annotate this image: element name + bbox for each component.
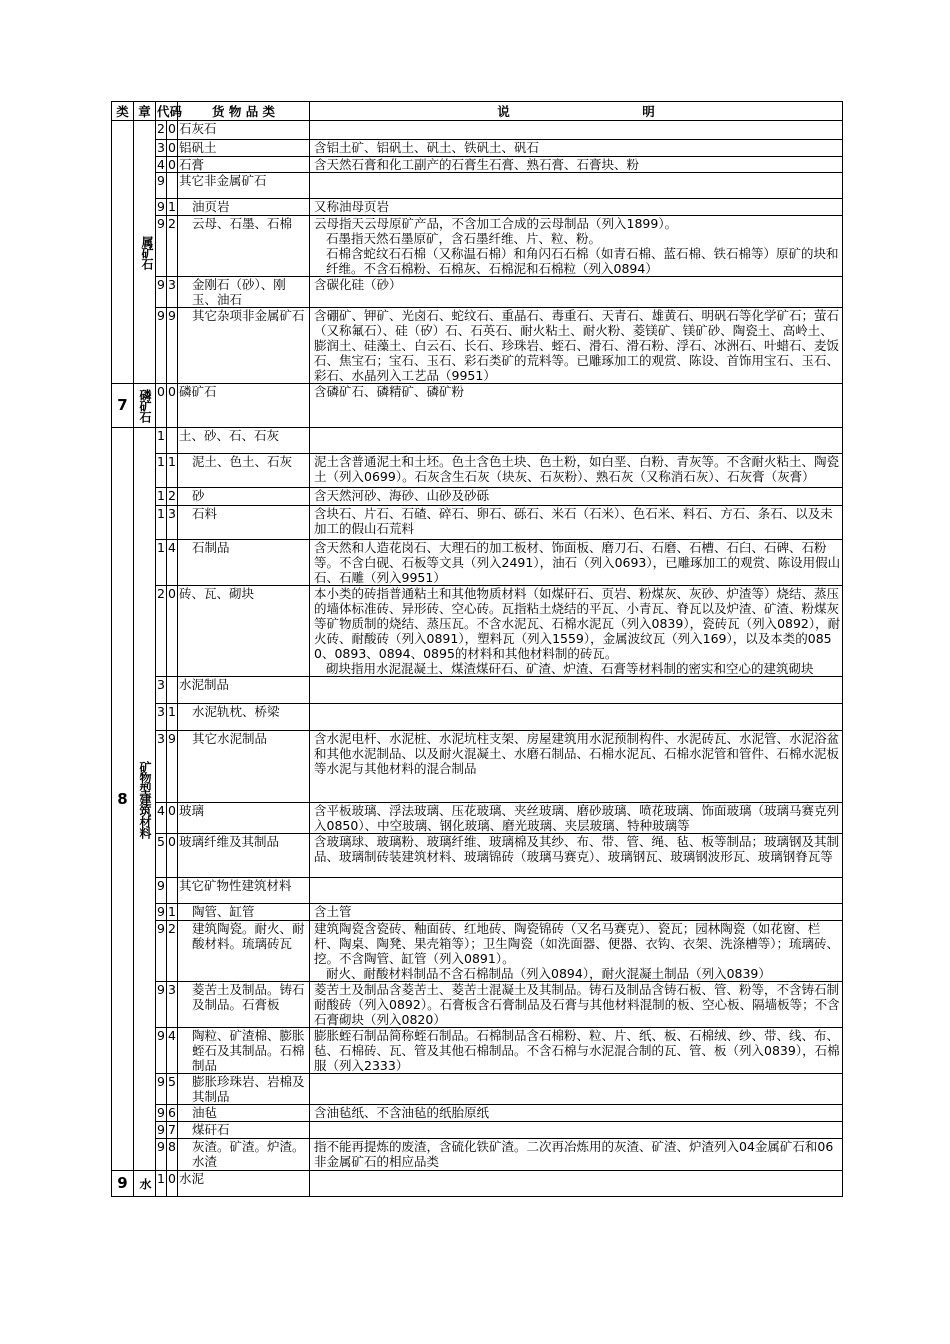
description-paragraph: 石墨指天然石墨原矿，含石墨纤维、片、粒、粉。 (326, 231, 602, 246)
class-number: 9 (112, 1171, 134, 1197)
table-row (112, 1122, 843, 1139)
table-row (112, 921, 843, 982)
code-digit-2: 9 (167, 308, 178, 384)
description-paragraph: 菱苦土及制品含菱苦土、菱苦土混凝土及其制品。铸石及制品含铸石板、管、粉等，不含铸石制耐酸砖（列入0892）。石膏板含石膏制品及石膏与其他材料混制的板、空心板、隔墙板等；不含石膏砌块（列入0820） (314, 982, 840, 1027)
description (310, 1028, 843, 1074)
description-paragraph: 建筑陶瓷含瓷砖、釉面砖、红地砖、陶瓷锦砖（又名马赛克）、瓷瓦；园林陶瓷（如花窗、栏杆、陶桌、陶凳、果壳箱等）；卫生陶瓷（如洗面器、便器、衣钩、衣架、洗涤槽等）；琉璃砖、挖。不含陶管、缸管（列入0891）。 (314, 921, 840, 966)
goods-name: 其它矿物性建筑材料 (178, 878, 310, 904)
description (310, 704, 843, 731)
description-paragraph: 含块石、片石、石碴、碎石、卵石、砾石、米石（石米）、色石米、料石、方石、条石、以及未加工的假山石荒料 (314, 506, 833, 536)
code-digit-2: 0 (167, 586, 178, 677)
code-digit-1: 3 (156, 731, 167, 803)
description-paragraph: 含土管 (314, 904, 352, 919)
code-digit-2: 1 (168, 904, 176, 919)
description (310, 384, 843, 428)
table-row (112, 1028, 843, 1074)
table-row (112, 731, 843, 803)
description (310, 677, 843, 704)
header-goods-name: 货 物 品 类 (178, 102, 310, 121)
description (310, 121, 843, 140)
description (310, 1122, 843, 1139)
category-name: 属矿石 (134, 121, 156, 384)
description (310, 428, 843, 454)
description (310, 173, 843, 199)
code-digit-2 (167, 173, 178, 199)
table-row (112, 121, 843, 140)
description (310, 216, 843, 277)
table-row (112, 216, 843, 277)
code-digit-1: 1 (156, 454, 167, 488)
description (310, 1139, 843, 1171)
header-description (310, 102, 843, 121)
description-paragraph: 砌块指用水泥混凝土、煤渣煤矸石、矿渣、炉渣、石膏等材料制的密实和空心的建筑砌块 (326, 661, 814, 676)
table-row (112, 586, 843, 677)
table-row (112, 488, 843, 506)
table-row (112, 140, 843, 157)
goods-name: 菱苦土及制品。铸石及制品。石膏板 (178, 982, 310, 1028)
class-number: 7 (112, 384, 134, 428)
class-number: 8 (112, 428, 134, 1171)
table-row (112, 384, 843, 428)
code-digit-1: 9 (157, 1122, 165, 1137)
description (310, 199, 843, 216)
code-digit-1: 9 (156, 1074, 167, 1105)
code-digit-1: 4 (157, 157, 165, 172)
code-digit-1: 9 (157, 199, 165, 214)
code-digit-2: 1 (168, 199, 176, 214)
code-digit-1: 9 (156, 982, 167, 1028)
description-paragraph: 云母指天云母原矿产品，不含加工合成的云母制品（列入1899）。 (314, 216, 678, 231)
header-desc-left: 说 (497, 103, 510, 119)
code-digit-1: 1 (156, 428, 167, 454)
description (310, 308, 843, 384)
description-paragraph: 泥土含普通泥土和土坯。色土含色土块、色土粉，如白垩、白粉、青灰等。不含耐火粘土、陶瓷土（列入0699）。石灰含生石灰（块灰、石灰粉）、熟石灰（又称消石灰）、石灰膏（灰膏） (314, 454, 840, 484)
code-digit-2: 0 (167, 121, 178, 140)
description (310, 731, 843, 803)
goods-name: 灰渣。矿渣。炉渣。水渣 (178, 1139, 310, 1171)
table-row (112, 199, 843, 216)
code-digit-2: 0 (167, 1171, 178, 1197)
goods-name: 土、砂、石、石灰 (178, 428, 310, 454)
code-digit-2: 4 (167, 540, 178, 586)
goods-name: 煤矸石 (178, 1122, 310, 1139)
code-digit-2: 2 (167, 216, 178, 277)
table-row (112, 428, 843, 454)
goods-name: 油毡 (178, 1105, 310, 1122)
goods-name: 泥土、色土、石灰 (178, 454, 310, 488)
table-row (112, 277, 843, 308)
table-row (112, 540, 843, 586)
table-row (112, 878, 843, 904)
code-digit-1: 9 (156, 878, 167, 904)
code-digit-1: 1 (156, 488, 167, 506)
table-row (112, 677, 843, 704)
code-digit-2 (167, 677, 178, 704)
description (310, 454, 843, 488)
code-digit-2: 3 (167, 506, 178, 540)
category-name: 磷矿石 (134, 384, 156, 428)
code-digit-1: 1 (156, 506, 167, 540)
code-digit-2: 9 (167, 731, 178, 803)
table-row (112, 803, 843, 834)
description (310, 878, 843, 904)
code-digit-1: 2 (156, 586, 167, 677)
code-digit-1: 9 (156, 1028, 167, 1074)
goods-name: 膨胀珍珠岩、岩棉及其制品 (178, 1074, 310, 1105)
description-paragraph: 含天然和人造花岗石、大理石的加工板材、饰面板、磨刀石、石磨、石槽、石臼、石碑、石粉等。不含白砚、石板等文具（列入2491），油石（列入0693），已雕琢加工的观赏、陈设用假山石、石雕（列入9951） (314, 540, 841, 585)
code-digit-1: 3 (157, 140, 165, 155)
table-row (112, 1074, 843, 1105)
description (310, 1171, 843, 1197)
code-digit-1: 4 (156, 803, 167, 834)
table-row (112, 308, 843, 384)
code-digit-1: 5 (156, 834, 167, 878)
table-row (112, 1139, 843, 1171)
description (310, 140, 843, 157)
code-digit-2: 3 (167, 277, 178, 308)
goods-name: 水泥 (178, 1171, 310, 1197)
description (310, 586, 843, 677)
description-paragraph: 含碳化硅（砂） (314, 277, 402, 292)
goods-name: 砂 (178, 488, 310, 506)
goods-name: 砖、瓦、砌块 (178, 586, 310, 677)
code-digit-1: 9 (156, 308, 167, 384)
table-row (112, 904, 843, 921)
header-class: 类 (112, 102, 134, 121)
category-name: 水 (134, 1171, 156, 1197)
header-row (112, 102, 843, 121)
goods-name: 陶粒、矿渣棉、膨胀蛭石及其制品。石棉制品 (178, 1028, 310, 1074)
code-digit-1: 9 (156, 216, 167, 277)
description-paragraph: 含天然石膏和化工副产的石膏生石膏、熟石膏、石膏块、粉 (314, 157, 640, 172)
description-paragraph: 含平板玻璃、浮法玻璃、压花玻璃、夹丝玻璃、磨砂玻璃、喷花玻璃、饰面玻璃（玻璃马赛克列入0850）、中空玻璃、钢化玻璃、磨光玻璃、夹层玻璃、特种玻璃等 (314, 803, 840, 833)
table-row (112, 454, 843, 488)
goods-name: 石膏 (178, 157, 310, 173)
code-digit-1: 1 (156, 1171, 167, 1197)
code-digit-1: 3 (156, 677, 167, 704)
code-digit-1: 9 (156, 921, 167, 982)
code-digit-2: 3 (167, 982, 178, 1028)
description-paragraph: 本小类的砖指普通粘土和其他物质材料（如煤矸石、页岩、粉煤灰、灰砂、炉渣等）烧结、蒸压的墙体标准砖、异形砖、空心砖。瓦指粘土烧结的平瓦、小青瓦、脊瓦以及炉渣、矿渣、粉煤灰等矿物质制的烧结、蒸压瓦。不含水泥瓦、石棉水泥瓦（列入0839），瓷砖瓦（列入0892），耐火砖、耐酸砖（列入0891），塑料瓦（列入1559），金属波纹瓦（列入169），以及本类的0850、0893、0894、0895的材料和其他材料制的砖瓦。 (314, 586, 841, 661)
code-digit-1: 9 (156, 1139, 167, 1171)
table-row (112, 506, 843, 540)
goods-name: 其它杂项非金属矿石 (178, 308, 310, 384)
code-digit-2: 5 (167, 1074, 178, 1105)
code-digit-1: 2 (156, 121, 167, 140)
description (310, 834, 843, 878)
table-row (112, 157, 843, 173)
description-paragraph: 含玻璃球、玻璃粉、玻璃纤维、玻璃棉及其纱、布、带、管、绳、毡、板等制品；玻璃钢及其制品、玻璃制砖装建筑材料、玻璃锦砖（玻璃马赛克）、玻璃钢瓦、玻璃钢波形瓦、玻璃钢脊瓦等 (314, 834, 840, 864)
table-row (112, 982, 843, 1028)
description-paragraph: 耐火、耐酸材料制品不含石棉制品（列入0894），耐火混凝土制品（列入0839） (326, 966, 771, 981)
description-paragraph: 含油毡纸、不含油毡的纸胎原纸 (314, 1105, 490, 1120)
code-digit-2 (167, 428, 178, 454)
goods-name: 石制品 (178, 540, 310, 586)
code-digit-2 (167, 878, 178, 904)
description (310, 904, 843, 921)
code-digit-2: 0 (167, 834, 178, 878)
description-paragraph: 又称油母页岩 (314, 199, 390, 214)
description (310, 921, 843, 982)
table-row (112, 173, 843, 199)
goods-name: 玻璃纤维及其制品 (178, 834, 310, 878)
code-digit-2: 0 (168, 157, 176, 172)
description-paragraph: 含天然河砂、海砂、山砂及砂砾 (314, 488, 490, 503)
description-paragraph: 含硼矿、钾矿、光卤石、蛇纹石、重晶石、毒重石、天青石、雄黄石、明矾石等化学矿石；萤石（又称氟石）、硅（矽）石、石英石、耐火粘土、耐火粉、菱镁矿、镁矿砂、陶瓷土、高岭土、膨润土、硅藻土、白云石、长石、珍珠岩、蛭石、滑石、滑石粉、浮石、冰洲石、叶蜡石、麦饭石、焦宝石；宝石、玉石、彩石类矿的荒料等。已雕琢加工的观赏、陈设、首饰用宝石、玉石、彩石、水晶列入工艺品（9951） (314, 308, 840, 383)
description (310, 540, 843, 586)
goods-name: 陶管、缸管 (178, 904, 310, 921)
table-row (112, 834, 843, 878)
description (310, 277, 843, 308)
table-row (112, 1105, 843, 1122)
code-digit-2: 2 (167, 488, 178, 506)
goods-name: 其它水泥制品 (178, 731, 310, 803)
goods-name: 石料 (178, 506, 310, 540)
code-digit-1: 3 (156, 704, 167, 731)
code-digit-2: 0 (167, 384, 178, 428)
class-number (112, 121, 134, 384)
description (310, 488, 843, 506)
code-digit-1: 9 (156, 173, 167, 199)
goods-name: 石灰石 (178, 121, 310, 140)
description (310, 157, 843, 173)
code-digit-2: 1 (167, 704, 178, 731)
goods-name: 玻璃 (178, 803, 310, 834)
table-row (112, 704, 843, 731)
code-digit-1: 9 (156, 277, 167, 308)
code-digit-2: 6 (168, 1105, 176, 1120)
code-digit-2: 2 (167, 921, 178, 982)
description (310, 982, 843, 1028)
header-code: 代码 (157, 103, 183, 119)
description (310, 1074, 843, 1105)
description (310, 506, 843, 540)
table-row (112, 1171, 843, 1197)
code-digit-2: 4 (167, 1028, 178, 1074)
goods-name: 金刚石（砂）、刚玉、油石 (178, 277, 310, 308)
code-digit-1: 0 (156, 384, 167, 428)
description-paragraph: 石棉含蛇纹石石棉（又称温石棉）和角闪石石棉（如青石棉、蓝石棉、铁石棉等）原矿的块和纤维。不含石棉粉、石棉灰、石棉泥和石棉粒（列入0894） (326, 246, 839, 276)
code-digit-1: 1 (156, 540, 167, 586)
description-paragraph: 含水泥电杆、水泥桩、水泥坑柱支架、房屋建筑用水泥预制构件、水泥砖瓦、水泥管、水泥浴盆和其他水泥制品、以及耐火混凝土、水磨石制品、石棉水泥瓦、石棉水泥管和管件、石棉水泥板等水泥与其他材料的混合制品 (314, 731, 840, 776)
header-desc-right: 明 (642, 103, 655, 119)
description-paragraph: 含磷矿石、磷精矿、磷矿粉 (314, 384, 465, 399)
description (310, 1105, 843, 1122)
goods-name: 磷矿石 (178, 384, 310, 428)
code-digit-2: 0 (168, 140, 176, 155)
description (310, 803, 843, 834)
description-paragraph: 指不能再提炼的废渣，含硫化铁矿渣。二次再冶炼用的灰渣、矿渣、炉渣列入04金属矿石和06非金属矿石的相应品类 (314, 1139, 834, 1169)
code-digit-2: 0 (167, 803, 178, 834)
goods-name: 建筑陶瓷。耐火、耐酸材料。琉璃砖瓦 (178, 921, 310, 982)
goods-name: 铝矾土 (178, 140, 310, 157)
goods-classification-table (111, 101, 843, 1197)
code-digit-2: 7 (168, 1122, 176, 1137)
code-digit-2: 1 (167, 454, 178, 488)
category-name: 矿物型建筑材料 (134, 428, 156, 1171)
code-digit-1: 9 (157, 904, 165, 919)
header-category: 章 (134, 102, 156, 121)
code-digit-2: 8 (167, 1139, 178, 1171)
goods-name: 云母、石墨、石棉 (178, 216, 310, 277)
code-digit-1: 9 (157, 1105, 165, 1120)
goods-name: 水泥制品 (178, 677, 310, 704)
goods-name: 其它非金属矿石 (178, 173, 310, 199)
goods-name: 水泥轨枕、桥梁 (178, 704, 310, 731)
description-paragraph: 膨胀蛭石制品简称蛭石制品。石棉制品含石棉粉、粒、片、纸、板、石棉绒、纱、带、线、布、毡、石棉砖、瓦、管及其他石棉制品。不含石棉与水泥混合制的瓦、管、板（列入0839），石棉服（列入2333） (314, 1028, 840, 1073)
goods-name: 油页岩 (178, 199, 310, 216)
description-paragraph: 含铝土矿、铝矾土、矾土、铁矾土、矾石 (314, 140, 540, 155)
